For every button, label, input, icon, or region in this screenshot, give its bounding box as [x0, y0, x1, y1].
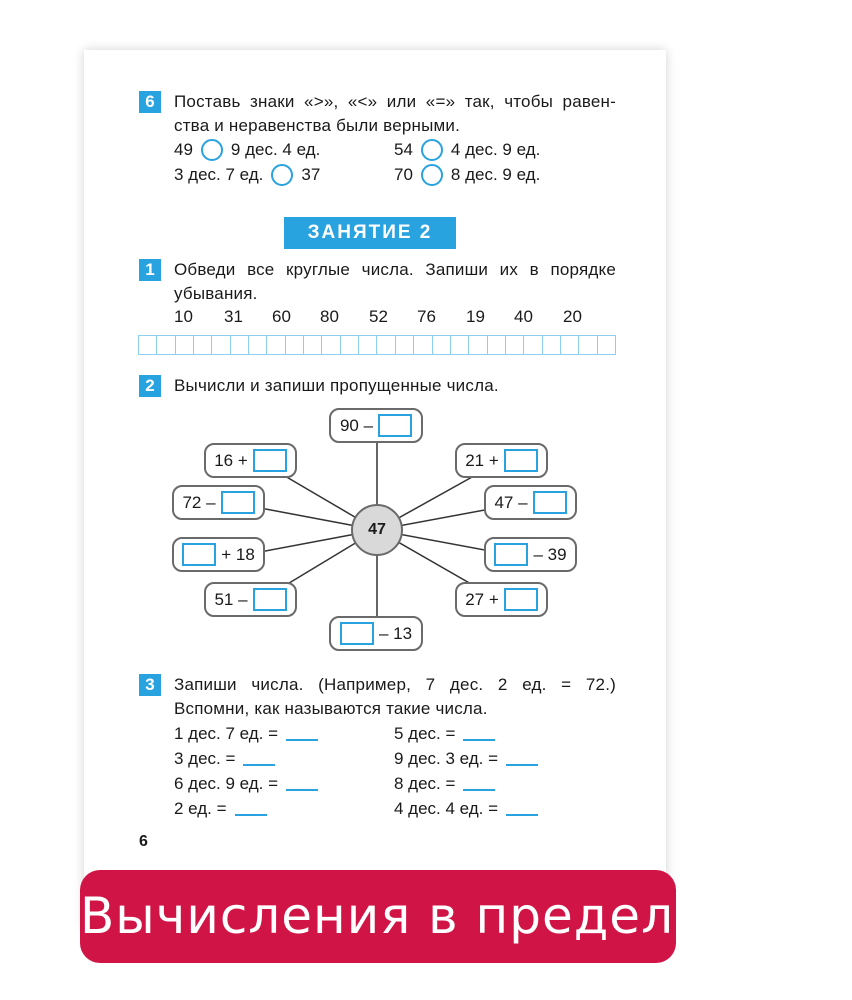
- expr-text: 21 +: [465, 450, 499, 470]
- task-1-instruction-line2: убывания.: [174, 284, 258, 303]
- workbook-page: [84, 50, 666, 930]
- task-2-number: 2: [139, 375, 161, 397]
- task-3-instruction-line1: Запиши числа. (Например, 7 дес. 2 ед. = 72.): [174, 675, 616, 694]
- expr-node: [204, 582, 297, 617]
- answer-line[interactable]: [286, 789, 318, 791]
- sign-circle[interactable]: [421, 139, 443, 161]
- number-row: [394, 774, 495, 794]
- answer-grid[interactable]: [138, 335, 616, 355]
- lesson-title: ЗАНЯТИЕ 2: [284, 217, 456, 249]
- number-row: [174, 749, 275, 769]
- expr-text: – 13: [378, 623, 413, 643]
- comparison-left: 49: [174, 140, 193, 159]
- expr-text: + 18: [221, 544, 255, 564]
- number-prompt: 4 дес. 4 ед. =: [394, 799, 499, 818]
- number-prompt: 1 дес. 7 ед. =: [174, 724, 279, 743]
- answer-box[interactable]: [378, 414, 412, 437]
- number-row: [174, 774, 318, 794]
- expr-text: 16 +: [214, 450, 248, 470]
- page-number: 6: [139, 833, 148, 850]
- expr-node: [329, 616, 423, 651]
- number-item[interactable]: 10: [174, 307, 193, 326]
- number-item[interactable]: 60: [272, 307, 291, 326]
- number-prompt: 9 дес. 3 ед. =: [394, 749, 499, 768]
- title-banner: Вычисления в пределах 100: [80, 870, 676, 963]
- spider-diagram: [182, 405, 567, 655]
- answer-box[interactable]: [253, 588, 287, 611]
- number-item[interactable]: 40: [514, 307, 533, 326]
- comparison-right: 37: [301, 165, 321, 184]
- number-prompt: 5 дес. =: [394, 724, 456, 743]
- expr-node: [455, 582, 548, 617]
- expr-text: 90 –: [339, 415, 374, 435]
- expr-text: 51 –: [214, 589, 248, 609]
- task-6-instruction-line1: Поставь знаки «>», «<» или «=» так, чтобы равен-: [174, 92, 616, 111]
- number-item[interactable]: 80: [320, 307, 339, 326]
- task-2-instruction: Вычисли и запиши пропущенные числа.: [174, 376, 499, 395]
- number-prompt: 6 дес. 9 ед. =: [174, 774, 279, 793]
- comparison-right: 8 дес. 9 ед.: [450, 165, 541, 184]
- expr-node: [172, 537, 265, 572]
- expr-node: [484, 485, 577, 520]
- number-prompt: 3 дес. =: [174, 749, 236, 768]
- number-item[interactable]: 20: [563, 307, 582, 326]
- answer-line[interactable]: [506, 814, 538, 816]
- answer-box[interactable]: [253, 449, 287, 472]
- expr-node: [455, 443, 548, 478]
- expr-text: 47 –: [494, 492, 528, 512]
- expr-text: – 39: [533, 544, 567, 564]
- answer-box[interactable]: [221, 491, 255, 514]
- expr-text: 72 –: [182, 492, 216, 512]
- expr-node: [172, 485, 265, 520]
- comparison-right: 9 дес. 4 ед.: [230, 140, 321, 159]
- comparison-row: [174, 163, 320, 187]
- answer-line[interactable]: [463, 739, 495, 741]
- number-item[interactable]: 52: [369, 307, 388, 326]
- task-6-instruction-line2: ства и неравенства были верными.: [174, 116, 461, 135]
- answer-line[interactable]: [463, 789, 495, 791]
- number-row: [174, 724, 318, 744]
- answer-box[interactable]: [504, 588, 538, 611]
- number-row: [394, 749, 538, 769]
- number-item[interactable]: 76: [417, 307, 436, 326]
- answer-box[interactable]: [494, 543, 528, 566]
- expr-text: 27 +: [465, 589, 499, 609]
- comparison-left: 70: [394, 165, 413, 184]
- answer-box[interactable]: [182, 543, 216, 566]
- answer-box[interactable]: [340, 622, 374, 645]
- comparison-row: [394, 163, 540, 187]
- task-6-number: 6: [139, 91, 161, 113]
- sign-circle[interactable]: [201, 139, 223, 161]
- task-1-instruction-line1: Обведи все круглые числа. Запиши их в порядке: [174, 260, 616, 279]
- answer-box[interactable]: [533, 491, 567, 514]
- center-number: 47: [351, 504, 403, 556]
- answer-line[interactable]: [286, 739, 318, 741]
- task-3-number: 3: [139, 674, 161, 696]
- number-row: [174, 799, 267, 819]
- number-prompt: 2 ед. =: [174, 799, 227, 818]
- task-3-instruction-line2: Вспомни, как называются такие числа.: [174, 699, 488, 718]
- comparison-left: 54: [394, 140, 413, 159]
- number-item[interactable]: 19: [466, 307, 485, 326]
- number-prompt: 8 дес. =: [394, 774, 456, 793]
- sign-circle[interactable]: [271, 164, 293, 186]
- task-1-number: 1: [139, 259, 161, 281]
- expr-node: [329, 408, 423, 443]
- answer-line[interactable]: [506, 764, 538, 766]
- sign-circle[interactable]: [421, 164, 443, 186]
- expr-node: [204, 443, 297, 478]
- number-row: [394, 724, 495, 744]
- answer-line[interactable]: [235, 814, 267, 816]
- answer-box[interactable]: [504, 449, 538, 472]
- expr-node: [484, 537, 577, 572]
- comparison-row: [394, 138, 540, 162]
- comparison-left: 3 дес. 7 ед.: [174, 165, 264, 184]
- number-item[interactable]: 31: [224, 307, 243, 326]
- comparison-right: 4 дес. 9 ед.: [450, 140, 541, 159]
- answer-line[interactable]: [243, 764, 275, 766]
- number-row: [394, 799, 538, 819]
- comparison-row: [174, 138, 320, 162]
